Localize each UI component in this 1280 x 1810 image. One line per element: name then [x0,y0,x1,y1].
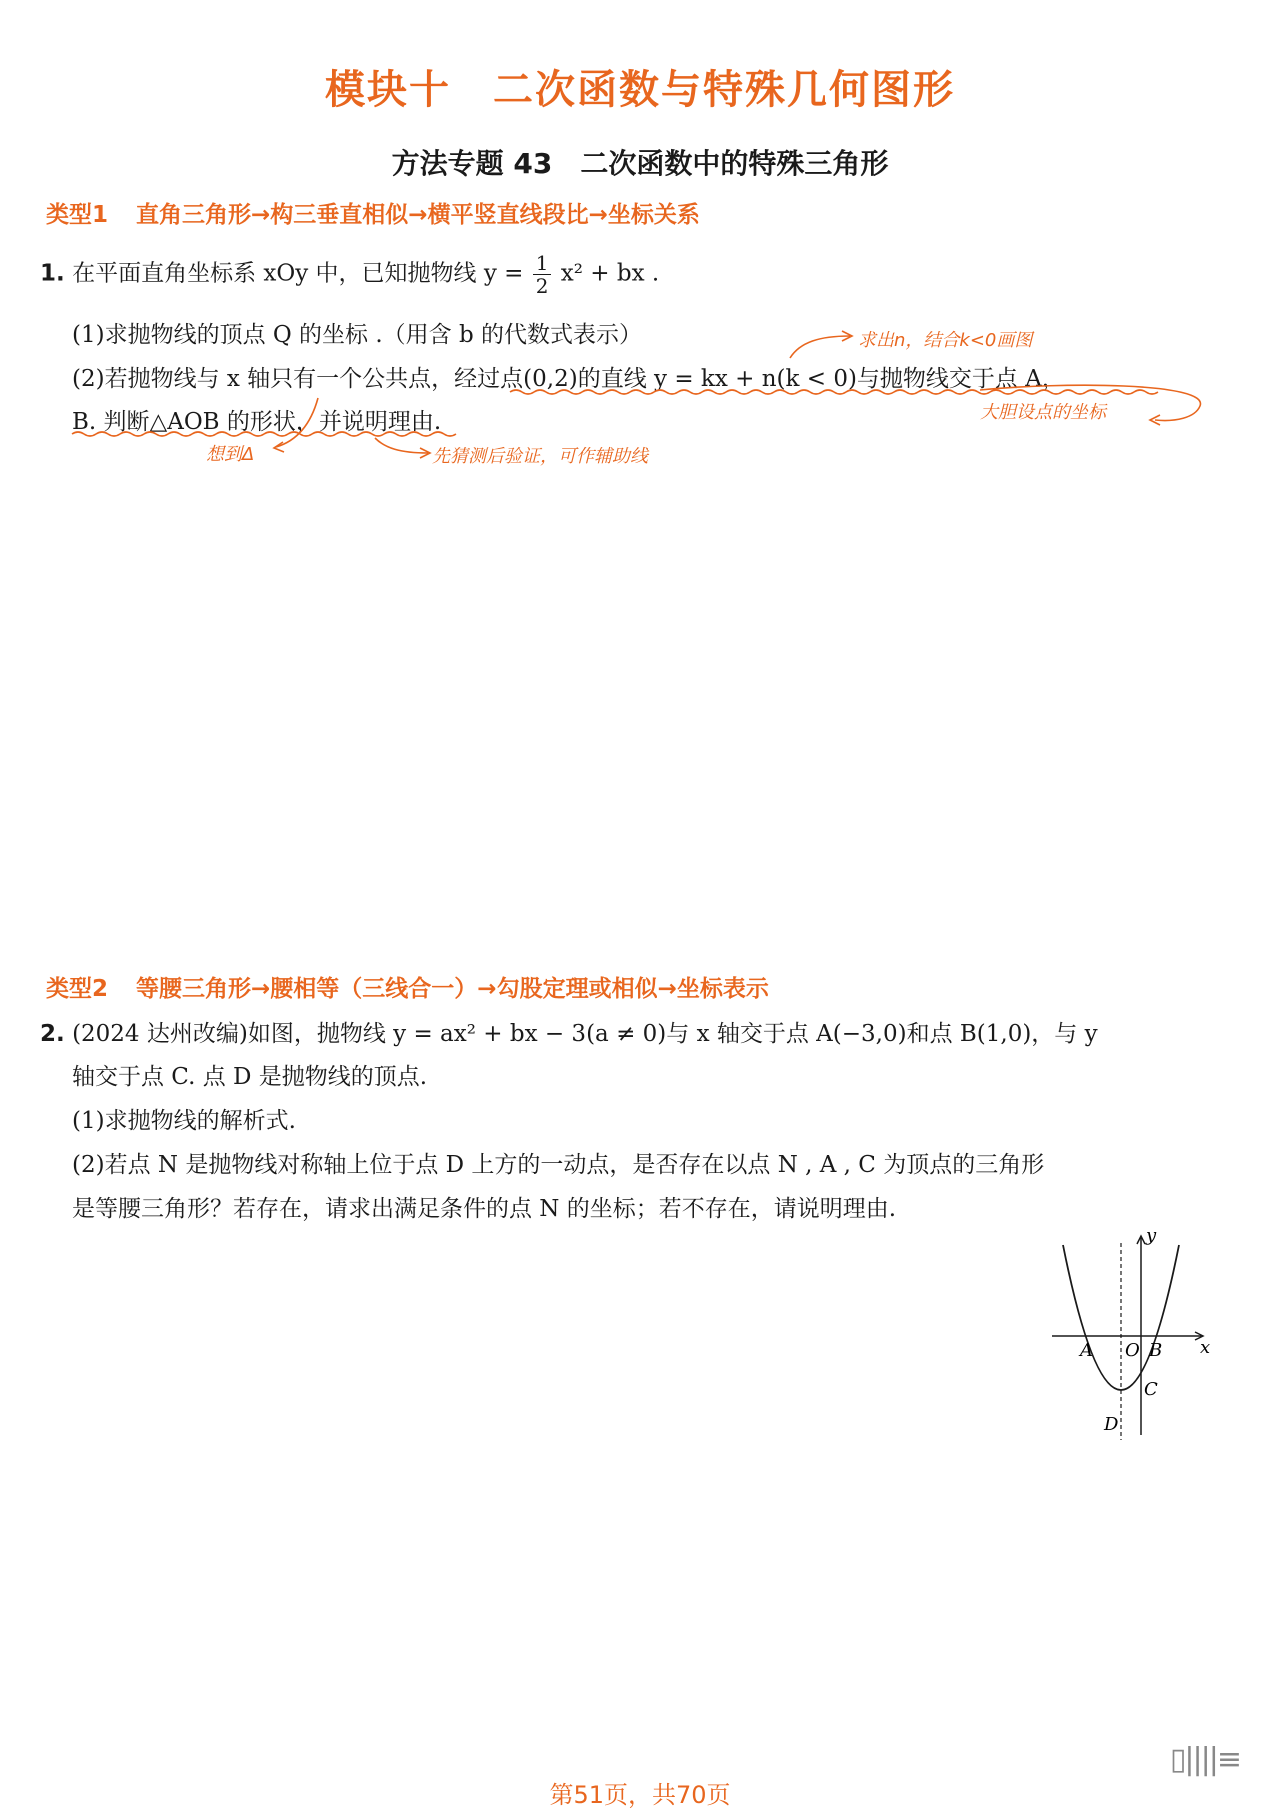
label-x: x [1200,1337,1211,1358]
watermark-logo: ▯||||≡ [1169,1742,1240,1777]
q1-stem-pre: 在平面直角坐标系 xOy 中，已知抛物线 y = [72,260,524,287]
q2-part1: (1)求抛物线的解析式. [72,1108,296,1134]
label-B: B [1149,1340,1163,1361]
note-n-hint: 求出n，结合k<0画图 [858,330,1033,351]
q2-number: 2. [40,1021,65,1047]
label-D: D [1104,1414,1119,1435]
note-guess-hint: 先猜测后验证，可作辅助线 [432,446,648,467]
page-footer: 第51页，共70页 [549,1781,731,1809]
note-coord-hint: 大胆设点的坐标 [980,402,1106,423]
wavy-underline-1 [510,390,1158,394]
q2-line1-text: (2024 达州改编)如图，抛物线 y = ax² + bx − 3(a ≠ 0)与 x 轴交于点 A(−3,0)和点 B(1,0)，与 y [72,1021,1098,1047]
label-C: C [1144,1379,1158,1400]
q2-part2-line1: (2)若点 N 是抛物线对称轴上位于点 D 上方的一动点，是否存在以点 N , A , C 为顶点的三角形 [72,1152,1045,1178]
type1-heading [46,196,700,229]
label-y: y [1146,1225,1157,1246]
type1-chain: 直角三角形→构三垂直相似→横平竖直线段比→坐标关系 [136,202,700,228]
type1-label: 类型1 [46,202,109,228]
q1-part2-line2: B. 判断△AOB 的形状，并说明理由. [72,409,442,435]
note-delta-hint: 想到Δ [206,444,255,465]
label-A: A [1080,1340,1093,1361]
parabola-figure [1040,1225,1220,1455]
wavy-underline-2 [72,432,456,436]
label-O: O [1125,1340,1140,1361]
type2-heading [46,970,769,1003]
topic-title: 方法专题 43 二次函数中的特殊三角形 [391,147,889,180]
arrow-guess-hint [375,438,428,453]
q2-line2: 轴交于点 C. 点 D 是抛物线的顶点. [72,1064,428,1090]
q1-stem-post: x² + bx . [560,260,660,287]
q1-number: 1. [40,260,65,287]
arrow-delta-hint [276,398,318,447]
q1-part1: (1)求抛物线的顶点 Q 的坐标 .（用含 b 的代数式表示） [72,322,643,348]
type2-label: 类型2 [46,976,109,1002]
q1-stem [40,252,659,297]
module-title: 模块十 二次函数与特殊几何图形 [325,67,955,113]
q1-part2-line1: (2)若抛物线与 x 轴只有一个公共点，经过点(0,2)的直线 y = kx + n(k < 0)与抛物线交于点 A， [72,366,1065,392]
q2-line1 [40,1015,1098,1048]
q1-frac-den: 2 [535,274,549,298]
q1-fraction [533,252,552,297]
arrow-n-hint [790,336,850,358]
q1-frac-num: 1 [533,252,552,275]
type2-chain: 等腰三角形→腰相等（三线合一）→勾股定理或相似→坐标表示 [136,976,769,1002]
arrowhead-delta-hint [274,442,284,452]
q2-part2-line2: 是等腰三角形？若存在，请求出满足条件的点 N 的坐标；若不存在，请说明理由. [72,1196,897,1222]
